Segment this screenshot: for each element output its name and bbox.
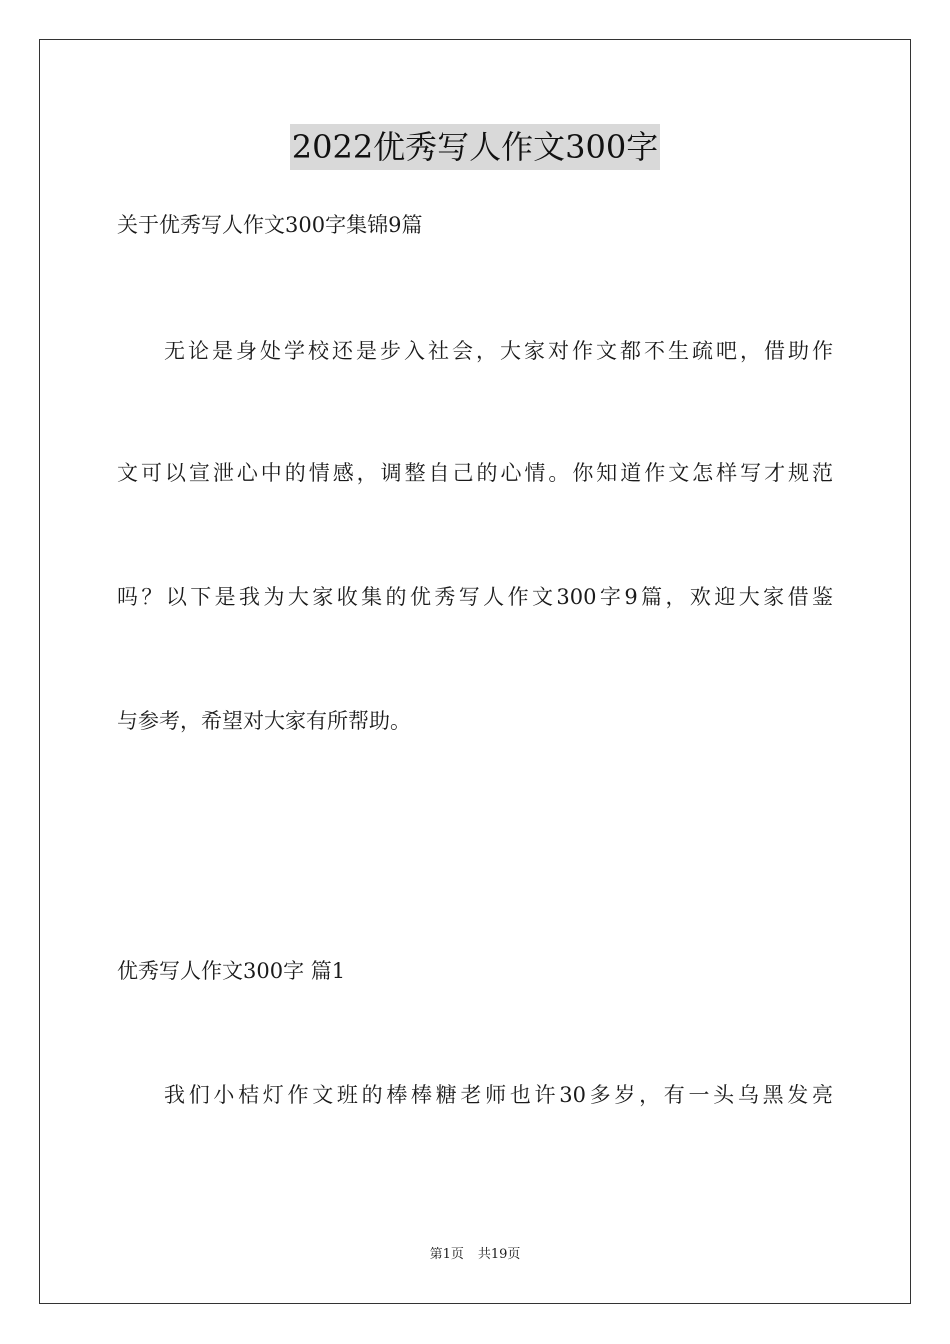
section-line-1: 我们小桔灯作文班的棒棒糖老师也许30多岁，有一头乌黑发亮 — [164, 1083, 833, 1107]
intro-line-2: 文可以宣泄心中的情感，调整自己的心情。你知道作文怎样写才规范 — [117, 461, 833, 485]
page-current: 第1页 — [429, 1247, 464, 1262]
page-total: 共19页 — [477, 1247, 521, 1262]
document-subtitle: 关于优秀写人作文300字集锦9篇 — [117, 213, 423, 237]
document-title: 2022优秀写人作文300字 — [290, 124, 661, 170]
intro-line-4: 与参考，希望对大家有所帮助。 — [117, 709, 411, 733]
page-footer — [0, 1246, 950, 1264]
intro-line-3: 吗？以下是我为大家收集的优秀写人作文300字9篇，欢迎大家借鉴 — [117, 585, 833, 609]
title-container — [0, 124, 950, 170]
section-heading: 优秀写人作文300字 篇1 — [117, 959, 346, 983]
intro-line-1: 无论是身处学校还是步入社会，大家对作文都不生疏吧，借助作 — [164, 339, 833, 363]
